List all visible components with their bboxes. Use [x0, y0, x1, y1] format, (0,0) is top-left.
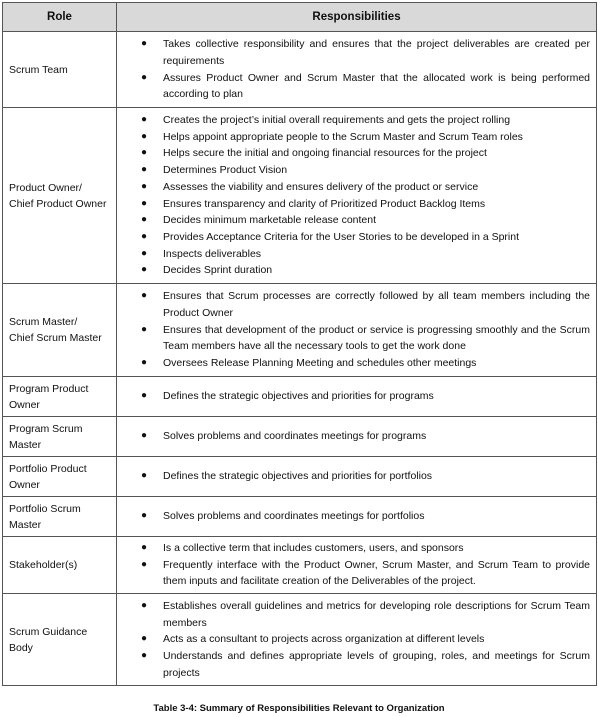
- role-name-line: Owner: [9, 398, 40, 411]
- role-cell: [3, 594, 117, 686]
- table-row: [3, 284, 597, 377]
- responsibility-text: Ensures that Scrum processes are correctly followed by all team members including the Product Owner: [163, 290, 590, 319]
- role-cell: [3, 108, 117, 284]
- responsibilities-cell: [117, 284, 597, 377]
- responsibility-text: Provides Acceptance Criteria for the User Stories to be developed in a Sprint: [163, 230, 520, 243]
- role-name-line: Chief Product Owner: [9, 197, 107, 210]
- bullet-icon: ●: [141, 130, 148, 142]
- role-name-line: Master: [9, 438, 42, 451]
- role-name-line: Program Scrum: [9, 422, 83, 435]
- table-row: [3, 108, 597, 284]
- responsibility-item: [117, 36, 590, 69]
- responsibility-item: [117, 648, 590, 681]
- bullet-icon: ●: [141, 247, 148, 259]
- responsibility-item: [117, 196, 590, 213]
- role-name-line: Scrum Master/: [9, 316, 78, 328]
- responsibilities-cell: [117, 108, 597, 284]
- responsibility-item: [117, 162, 590, 179]
- table-caption: Table 3-4: Summary of Responsibilities Relevant to Organization: [153, 703, 445, 714]
- responsibility-item: [117, 179, 590, 196]
- responsibilities-cell: [117, 457, 597, 497]
- role-cell: [3, 417, 117, 457]
- responsibility-item: [117, 112, 590, 129]
- bullet-icon: ●: [141, 357, 148, 369]
- responsibility-item: [117, 468, 590, 485]
- table-row: [3, 417, 597, 457]
- responsibility-list: [117, 508, 590, 525]
- responsibility-text: Assesses the viability and ensures delivery of the product or service: [163, 180, 479, 193]
- responsibility-list: [117, 540, 590, 590]
- table-row: [3, 32, 597, 108]
- responsibility-text: Decides Sprint duration: [163, 264, 273, 277]
- responsibility-text: Defines the strategic objectives and priorities for portfolios: [163, 470, 433, 483]
- role-name-line: Scrum Team: [9, 63, 68, 76]
- responsibility-text: Is a collective term that includes customers, users, and sponsors: [163, 542, 464, 554]
- bullet-icon: ●: [141, 197, 148, 209]
- bullet-icon: ●: [141, 510, 148, 522]
- role-cell: [3, 377, 117, 417]
- responsibility-item: [117, 388, 590, 405]
- responsibility-text: Helps appoint appropriate people to the Scrum Master and Scrum Team roles: [163, 130, 523, 143]
- responsibilities-column-header: Responsibilities: [117, 3, 597, 32]
- bullet-icon: ●: [141, 180, 148, 192]
- responsibility-text: Solves problems and coordinates meetings for programs: [163, 430, 427, 443]
- bullet-icon: ●: [141, 470, 148, 482]
- role-name-line: Portfolio Scrum: [9, 502, 81, 515]
- bullet-icon: ●: [141, 113, 148, 125]
- responsibility-item: [117, 212, 590, 229]
- responsibility-item: [117, 129, 590, 146]
- responsibility-item: [117, 428, 590, 445]
- responsibility-text: Decides minimum marketable release content: [163, 214, 377, 227]
- responsibility-item: [117, 70, 590, 103]
- table-body: [3, 32, 597, 686]
- responsibilities-cell: [117, 594, 597, 686]
- responsibility-item: [117, 631, 590, 648]
- responsibility-text: Helps secure the initial and ongoing financial resources for the project: [163, 147, 487, 160]
- table-row: [3, 497, 597, 537]
- role-cell: [3, 537, 117, 594]
- responsibility-item: [117, 508, 590, 525]
- role-cell: [3, 32, 117, 108]
- responsibilities-cell: [117, 32, 597, 108]
- responsibility-text: Ensures that development of the product or service is progressing smoothly and the Scrum Team members have all the necessary tools to get the work done: [163, 323, 590, 353]
- responsibility-list: [117, 468, 590, 485]
- table-row: [3, 457, 597, 497]
- responsibility-text: Creates the project’s initial overall requirements and gets the project rolling: [163, 113, 511, 126]
- role-cell: [3, 284, 117, 377]
- bullet-icon: ●: [141, 430, 148, 442]
- responsibility-text: Solves problems and coordinates meetings for portfolios: [163, 510, 425, 523]
- responsibility-item: [117, 229, 590, 246]
- role-name-line: Master: [9, 518, 42, 531]
- responsibility-list: [117, 388, 590, 405]
- responsibility-text: Inspects deliverables: [163, 247, 262, 260]
- bullet-icon: ●: [141, 290, 148, 302]
- responsibility-text: Determines Product Vision: [163, 164, 288, 177]
- role-name-line: Scrum Guidance Body: [9, 625, 88, 654]
- bullet-icon: ●: [141, 390, 148, 402]
- responsibility-item: [117, 322, 590, 355]
- responsibility-list: [117, 288, 590, 372]
- bullet-icon: ●: [141, 38, 148, 50]
- responsibility-item: [117, 288, 590, 321]
- responsibility-list: [117, 112, 590, 279]
- bullet-icon: ●: [141, 599, 148, 611]
- responsibility-item: [117, 355, 590, 372]
- role-name-line: Chief Scrum Master: [9, 332, 102, 344]
- role-column-header: Role: [3, 3, 117, 32]
- responsibility-text: Frequently interface with the Product Owner, Scrum Master, and Scrum Team to provide them inputs and facilitate creation of the Deliverables of the project.: [163, 558, 590, 588]
- responsibility-item: [117, 145, 590, 162]
- responsibility-item: [117, 262, 590, 279]
- responsibility-text: Assures Product Owner and Scrum Master that the allocated work is being performed according to plan: [163, 71, 590, 101]
- bullet-icon: ●: [141, 542, 148, 553]
- role-cell: [3, 457, 117, 497]
- responsibility-item: [117, 598, 590, 631]
- responsibility-text: Oversees Release Planning Meeting and schedules other meetings: [163, 357, 477, 370]
- bullet-icon: ●: [141, 558, 148, 570]
- responsibility-text: Defines the strategic objectives and priorities for programs: [163, 390, 434, 403]
- bullet-icon: ●: [141, 71, 148, 83]
- role-name-line: Stakeholder(s): [9, 559, 78, 572]
- responsibilities-cell: [117, 417, 597, 457]
- responsibility-text: Ensures transparency and clarity of Prioritized Product Backlog Items: [163, 197, 486, 210]
- bullet-icon: ●: [141, 264, 148, 276]
- table-row: [3, 377, 597, 417]
- responsibility-list: [117, 428, 590, 445]
- responsibilities-cell: [117, 377, 597, 417]
- responsibilities-table: [2, 2, 597, 686]
- table-row: [3, 594, 597, 686]
- responsibilities-cell: [117, 497, 597, 537]
- responsibility-item: [117, 540, 590, 557]
- role-cell: [3, 497, 117, 537]
- responsibility-text: Acts as a consultant to projects across organization at different levels: [163, 633, 485, 646]
- responsibility-text: Establishes overall guidelines and metrics for developing role descriptions for Scrum Team members: [163, 599, 590, 629]
- table-header-row: [3, 3, 597, 32]
- responsibility-item: [117, 557, 590, 590]
- bullet-icon: ●: [141, 649, 148, 661]
- responsibilities-cell: [117, 537, 597, 594]
- role-name-line: Product Owner/: [9, 181, 82, 194]
- responsibility-list: [117, 598, 590, 682]
- bullet-icon: ●: [141, 147, 148, 159]
- responsibility-text: Understands and defines appropriate levels of grouping, roles, and meetings for Scrum projects: [163, 649, 590, 679]
- table-row: [3, 537, 597, 594]
- bullet-icon: ●: [141, 214, 148, 226]
- role-name-line: Owner: [9, 478, 40, 491]
- bullet-icon: ●: [141, 164, 148, 176]
- responsibility-list: [117, 36, 590, 103]
- bullet-icon: ●: [141, 323, 148, 335]
- document-page: [2, 2, 596, 686]
- role-name-line: Program Product: [9, 382, 89, 395]
- bullet-icon: ●: [141, 230, 148, 242]
- responsibility-item: [117, 246, 590, 263]
- role-name-line: Portfolio Product: [9, 462, 87, 475]
- responsibility-text: Takes collective responsibility and ensures that the project deliverables are created per requirements: [163, 38, 590, 67]
- bullet-icon: ●: [141, 633, 148, 645]
